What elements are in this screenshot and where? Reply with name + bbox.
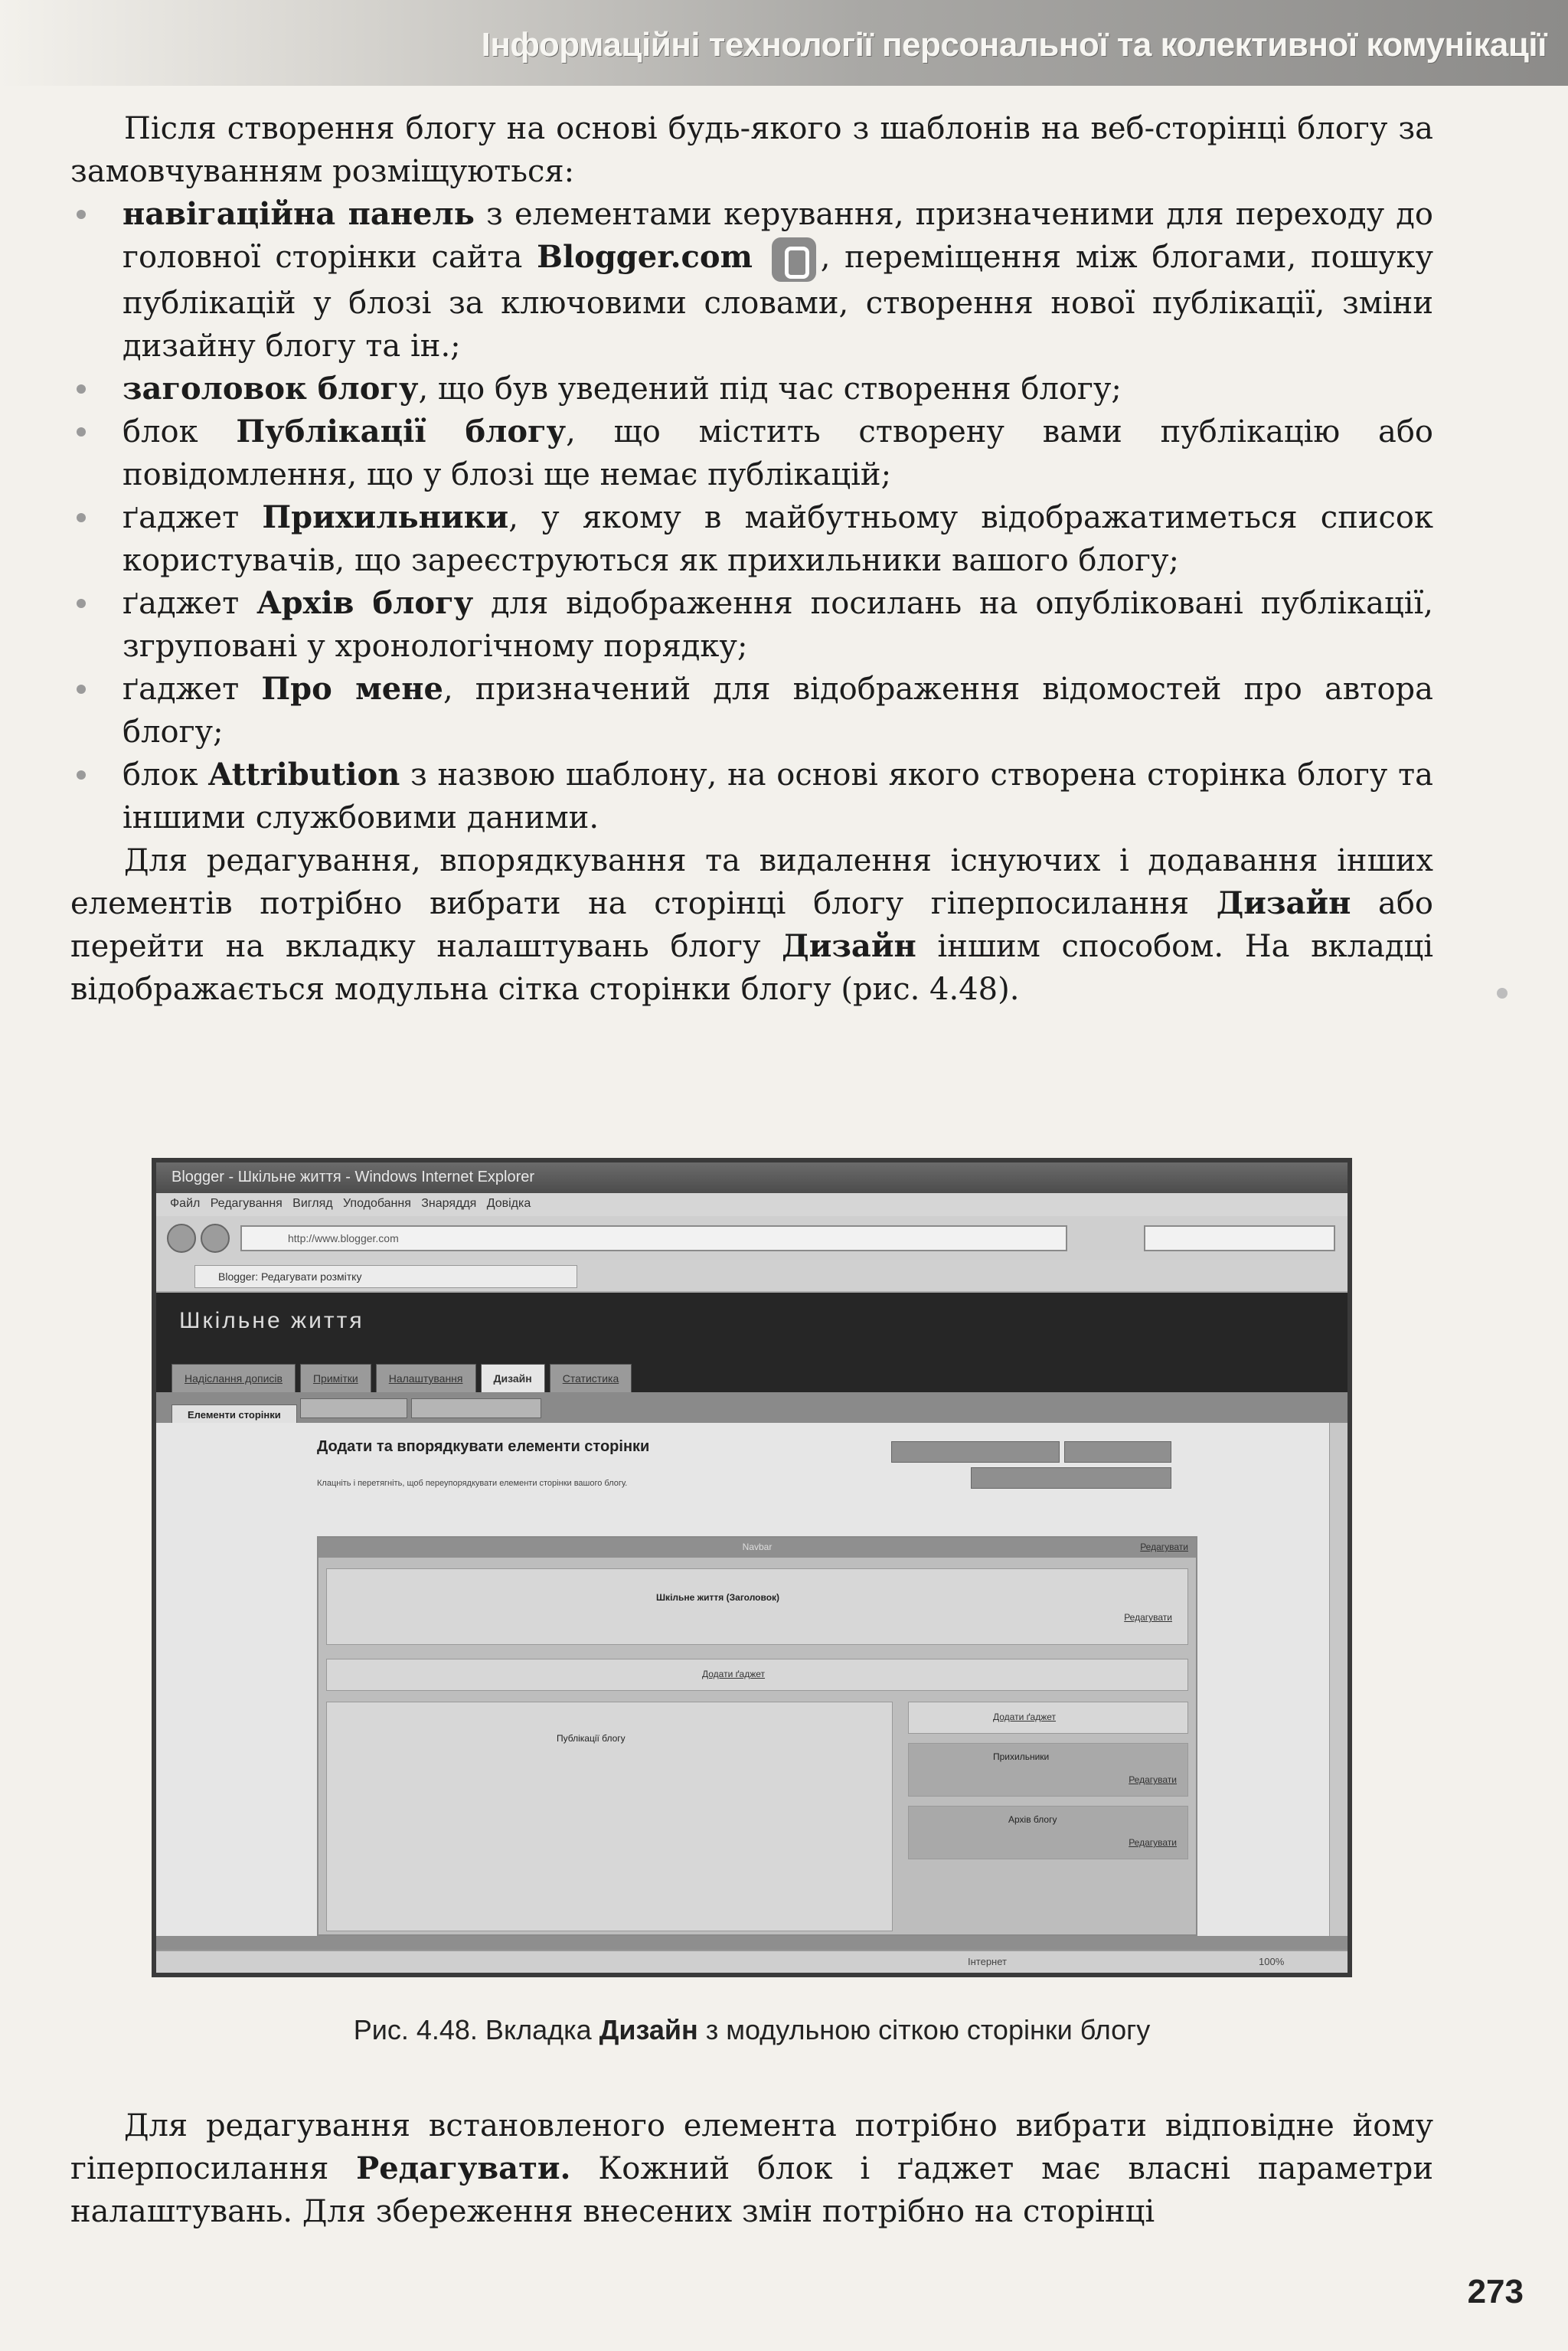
menu-item[interactable]: Редагування xyxy=(210,1197,283,1210)
menu-item[interactable]: Довідка xyxy=(486,1197,531,1210)
status-bar xyxy=(156,1950,1348,1973)
list-item xyxy=(70,368,1433,410)
list-text: , що містить створену вами публікацію або повідомлення, що у блозі ще немає публікацій; xyxy=(122,414,1433,492)
list-text: , переміщення між блогами, пошуку публікацій у блозі за ключовими словами, створення нової публікації, зміни дизайну блогу та ін.; xyxy=(122,240,1434,364)
para-text: Для редагування встановленого елемента потрібно вибрати відповідне йому гіперпосилання xyxy=(70,2108,1433,2186)
browser-menubar xyxy=(156,1193,1348,1216)
address-input[interactable]: http://www.blogger.com xyxy=(240,1225,1067,1251)
para-text: іншим способом. На вкладці відображається модульна сітка сторінки блогу (рис. 4.48). xyxy=(70,929,1433,1007)
subtab-html[interactable] xyxy=(300,1398,407,1418)
para-text: Кожний блок і ґаджет має власні параметри налаштувань. Для збереження внесених змін потрібно на сторінці xyxy=(70,2151,1433,2229)
caption-text: з модульною сіткою сторінки блогу xyxy=(697,2014,1151,2045)
list-item xyxy=(70,668,1433,754)
add-gadget-link[interactable]: Додати ґаджет xyxy=(702,1669,766,1679)
menu-item[interactable]: Уподобання xyxy=(342,1197,411,1210)
header-widget-label: Шкільне життя (Заголовок) xyxy=(656,1592,780,1603)
list-prefix: блок xyxy=(122,757,209,793)
list-prefix: ґаджет xyxy=(122,672,262,707)
para-text: Для редагування, впорядкування та видалення існуючих і додавання інших елементів потрібно вибрати на сторінці блогу гіперпосилання xyxy=(70,843,1433,921)
term: Публікації блогу xyxy=(236,414,567,450)
figure-screenshot xyxy=(152,1158,1352,1977)
term: Attribution xyxy=(208,757,400,793)
term: навігаційна панель xyxy=(122,196,475,232)
tab-comments[interactable]: Примітки xyxy=(300,1364,371,1392)
list-text: , що був уведений під час створення блогу; xyxy=(418,371,1122,407)
menu-item[interactable]: Вигляд xyxy=(292,1197,333,1210)
list-item xyxy=(70,496,1433,582)
list-text: , у якому в майбутньому відображатиметься список користувачів, що зареєструються як прихильники вашого блогу; xyxy=(122,500,1433,578)
term: заголовок блогу xyxy=(122,371,419,407)
tab-posting[interactable]: Надіслання дописів xyxy=(172,1364,296,1392)
add-gadget-link[interactable]: Додати ґаджет xyxy=(993,1712,1057,1722)
subtab-page-elements[interactable]: Елементи сторінки xyxy=(172,1404,297,1425)
term: Про мене xyxy=(261,671,443,707)
status-zone: Інтернет xyxy=(968,1956,1007,1967)
browser-tabbar xyxy=(156,1261,1348,1293)
layout-grid xyxy=(317,1536,1197,1936)
clear-button[interactable] xyxy=(971,1467,1171,1489)
preview-button[interactable] xyxy=(891,1441,1060,1463)
edit-link[interactable]: Редагувати xyxy=(1129,1774,1177,1785)
header-band xyxy=(0,0,1568,86)
sidebar-add-gadget xyxy=(908,1702,1188,1734)
para-text: або перейти на вкладку налаштувань блогу xyxy=(70,886,1434,964)
list-text: з назвою шаблону, на основі якого створена сторінка блогу та іншими службовими даними. xyxy=(122,757,1433,835)
browser-tab[interactable]: Blogger: Редагувати розмітку xyxy=(194,1265,577,1288)
browser-titlebar: Blogger - Шкільне життя - Windows Internet Explorer xyxy=(156,1162,1348,1193)
tab-stats[interactable]: Статистика xyxy=(550,1364,632,1392)
tab-design[interactable]: Дизайн xyxy=(481,1364,545,1392)
list-item xyxy=(70,193,1433,368)
page-number: 273 xyxy=(1467,2273,1524,2310)
list-prefix: ґаджет xyxy=(122,500,263,535)
running-header: Інформаційні технології персональної та колективної комунікації xyxy=(481,26,1547,64)
search-input[interactable] xyxy=(1144,1225,1335,1251)
figure-caption xyxy=(0,2014,1504,2046)
address-bar-row xyxy=(156,1216,1348,1261)
edit-link[interactable]: Редагувати xyxy=(1140,1542,1188,1552)
blog-header xyxy=(156,1293,1348,1392)
posts-widget xyxy=(326,1702,893,1931)
archive-label: Архів блогу xyxy=(1008,1814,1057,1825)
design-subtabs xyxy=(156,1392,1348,1423)
tab-settings[interactable]: Налаштування xyxy=(376,1364,476,1392)
forward-icon[interactable] xyxy=(201,1224,230,1253)
site-name: Blogger.com xyxy=(537,239,753,275)
add-gadget-box xyxy=(326,1659,1188,1691)
menu-item[interactable]: Файл xyxy=(170,1197,201,1210)
term: Архів блогу xyxy=(256,585,474,621)
followers-label: Прихильники xyxy=(993,1751,1050,1762)
page-elements-heading: Додати та впорядкувати елементи сторінки xyxy=(317,1438,650,1455)
margin-dot xyxy=(1497,988,1508,999)
term: Редагувати. xyxy=(356,2150,571,2186)
design-content xyxy=(156,1423,1348,1936)
back-icon[interactable] xyxy=(167,1224,196,1253)
term: Прихильники xyxy=(262,499,509,535)
list-prefix: ґаджет xyxy=(122,586,257,621)
navbar-widget xyxy=(318,1538,1196,1558)
list-text: з елементами керування, призначеними для переходу до головної сторінки сайта xyxy=(122,197,1433,275)
subtab-template[interactable] xyxy=(411,1398,541,1418)
blog-title: Шкільне життя xyxy=(179,1308,364,1333)
edit-link[interactable]: Редагувати xyxy=(1124,1612,1172,1623)
edit-link[interactable]: Редагувати xyxy=(1129,1837,1177,1848)
blogger-icon xyxy=(772,237,816,282)
zoom-level[interactable]: 100% xyxy=(1259,1956,1285,1967)
list-item xyxy=(70,582,1433,668)
scrollbar[interactable] xyxy=(1329,1423,1348,1936)
intro-paragraph: Після створення блогу на основі будь-якого з шаблонів на веб-сторінці блогу за замовчуванням розміщуються: xyxy=(70,111,1433,189)
caption-term: Дизайн xyxy=(599,2014,698,2045)
settings-tabs xyxy=(172,1364,632,1392)
list-prefix: блок xyxy=(122,414,237,450)
page-elements-hint: Клацніть і перетягніть, щоб переупорядкувати елементи сторінки вашого блогу. xyxy=(317,1479,628,1488)
term: Дизайн xyxy=(782,928,916,964)
list-item xyxy=(70,410,1433,496)
archive-widget xyxy=(908,1806,1188,1859)
term: Дизайн xyxy=(1216,885,1351,921)
caption-text: Рис. 4.48. Вкладка xyxy=(353,2014,599,2045)
menu-item[interactable]: Знаряддя xyxy=(421,1197,477,1210)
main-text-top xyxy=(70,107,1433,1011)
posts-label: Публікації блогу xyxy=(557,1733,626,1744)
header-widget xyxy=(326,1568,1188,1645)
list-text: , призначений для відображення відомостей про автора блогу; xyxy=(122,672,1433,750)
edit-paragraph xyxy=(70,2104,1433,2233)
followers-widget xyxy=(908,1743,1188,1797)
save-button[interactable] xyxy=(1064,1441,1171,1463)
navbar-label: Navbar xyxy=(742,1542,773,1552)
design-paragraph xyxy=(70,839,1433,1011)
list-text: для відображення посилань на опубліковані публікації, згруповані у хронологічному порядку; xyxy=(122,586,1433,664)
element-list xyxy=(70,193,1433,839)
main-text-bottom xyxy=(70,2104,1433,2233)
list-item xyxy=(70,754,1433,839)
